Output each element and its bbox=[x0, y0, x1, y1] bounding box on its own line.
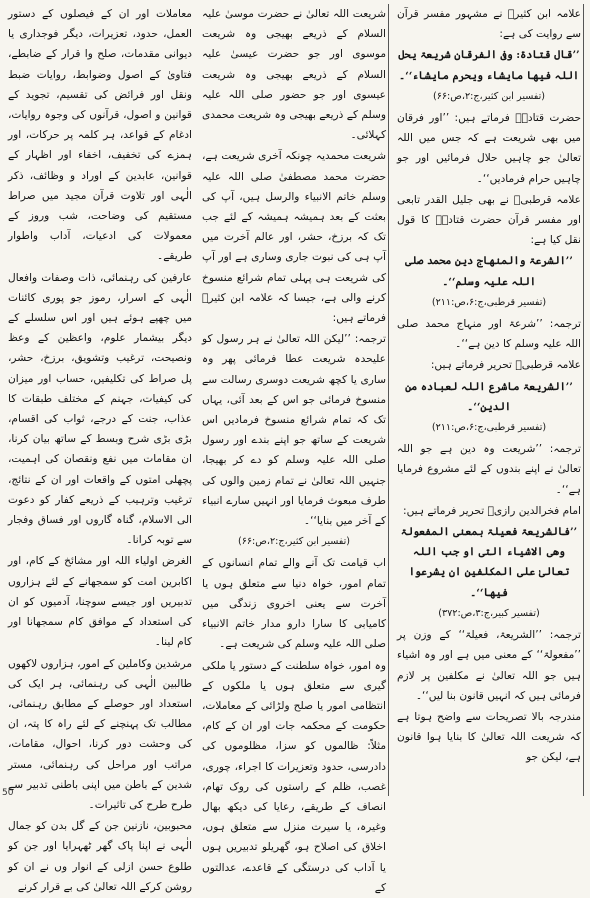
citation: (تفسیر قرطبی،ج:۶،ص:۲۱۱) bbox=[431, 422, 547, 434]
paragraph: محبوبین، نازنین جن کے گل بدن کو جمال الٰہی نے اپنا پاک گھر ٹھہرایا اور جن کو طلوع حسن ازلی کے انوار وں نے ان کو روشن کرکے اللہ تعالیٰ کی بے قرار کرنے bbox=[8, 820, 192, 893]
paragraph: مندرجہ بالا تصریحات سے واضح ہوتا ہے کہ شریعت اللہ تعالیٰ کا بنایا ہوا قانون ہے، لیکن جو bbox=[397, 710, 581, 764]
paragraph: ترجمہ: ’’شرعۃ اور منہاج محمد صلی اللہ علیہ وسلم کا دین ہے‘‘۔ bbox=[397, 318, 581, 351]
citation: (تفسیر ابن کثیر،ج:۲،ص:۶۶) bbox=[432, 90, 546, 102]
citation: (تفسیر ابن کثیر،ج:۲،ص:۶۶) bbox=[237, 536, 351, 548]
paragraph: عارفین کی رہنمائی، ذات وصفات وافعال الٰہی کے اسرار، رموز جو پوری کائنات میں چھپے ہوئے ہیں اور اس سلسلے کے دیگر بیشمار علوم، واعظین کے وعظ ونصیحت، ترغیب وتشویق، برزخ، حشر، پل صراط کی تکلیفیں، حساب اور میزان کی کیفیات، جہنم کے مختلف طبقات کا عذاب، جنت کے درجے، ثواب کی اقسام، بڑی بڑی شرح وبسط کے ساتھ بیان کرنا، ان مقامات میں نفع ونقصان کی اہمیت، پچھلی امتوں کے واقعات اور ان کے نتائج، ترغیب وترہیب کے ذریعے کفار کو دعوت الی الاسلام، گناہ گاروں اور فساق وفجار سے توبہ کرانا۔ bbox=[8, 271, 192, 547]
paragraph: حضرت قتادہؒ فرماتے ہیں: ’’اور فرقان میں بھی شریعت ہے کہ جس میں اللہ تعالیٰ جو چاہیں حلال فرمائیں اور جو چاہیں حرام فرمادیں‘‘۔ bbox=[397, 112, 581, 185]
paragraph: ترجمہ: ’’لیکن اللہ تعالیٰ نے ہر رسول کو علیحدہ شریعت عطا فرمائی پھر وہ ساری یا کچھ شریعت دوسری رسالت سے منسوخ فرمائی جو اس کے بعد آئی، یہاں تک کہ تمام شرائع منسوخ فرمادیں اس شریعت کے ساتھ جو اپنے بندے اور رسول صلی اللہ علیہ وسلم کو دے کر بھیجا، جنہیں اللہ تعالیٰ نے تمام زمین والوں کی طرف مبعوث فرمایا اور انہیں سارے انبیاء کے آخر میں بنایا‘‘۔ bbox=[202, 333, 386, 528]
arabic-quote: ’’فالشریعۃ فعیلۃ بمعنی المفعولۃ وھی الاشیاء التی او جب اللہ تعالیٰ علی المکلفین ان یشرعوا فیھا‘‘۔ bbox=[400, 526, 578, 599]
document-page bbox=[6, 4, 584, 894]
paragraph: علامہ قرطبیؒ تحریر فرماتے ہیں: bbox=[430, 359, 581, 372]
citation: (تفسیر قرطبی،ج:۶،ص:۲۱۱) bbox=[431, 296, 547, 308]
paragraph: امام فخرالدین رازیؒ تحریر فرماتے ہیں: bbox=[403, 504, 581, 517]
paragraph: علامہ قرطبیؒ نے بھی جلیل القدر تابعی اور مفسر قرآن حضرت قتادہؒ کا قول نقل کیا ہے: bbox=[397, 193, 581, 247]
page-number: 50 bbox=[2, 788, 14, 798]
paragraph: الغرض اولیاء اللہ اور مشائخ کے کام، اور اکابرین امت کو سمجھانے کے لئے ہزاروں تدبیریں اور جیسے سوچنا، آدمیوں کو ان کی استعداد کے موافق کام سمجھانا اور کام لینا۔ bbox=[8, 555, 192, 649]
column-middle bbox=[200, 4, 389, 894]
column-right bbox=[395, 4, 584, 796]
paragraph: ترجمہ: ’’شریعت وہ دین ہے جو اللہ تعالیٰ نے اپنے بندوں کے لئے مشروع فرمایا ہے‘‘۔ bbox=[397, 443, 581, 496]
paragraph: شریعت محمدیہ چونکہ آخری شریعت ہے، حضرت محمد مصطفیٰ صلی اللہ علیہ وسلم خاتم الانبیاء والرسل ہیں، آپ کی بعثت کے بعد ہمیشہ ہمیشہ کے لئے جب تک کہ برزخ، حشر، اور عالم آخرت میں آپ ہی کی نبوت جاری وساری ہے اور آپ کی شریعت ہی پہلی تمام شرائع منسوخ کرنے والی ہے، جیسا کہ علامہ ابن کثیرؒ فرماتے ہیں: bbox=[202, 150, 386, 325]
paragraph: وہ امور، خواہ سلطنت کے دستور یا ملکی گیری سے متعلق ہوں یا ملکوں کے انتظامی امور یا صلح ولڑائی کے معاملات، حکومت کے محکمہ جات اور ان کے کام، مثلاً: ظالموں کو سزا، مظلوموں کی دادرسی، حدود وتعزیرات کا اجراء، چوری، غصب، ظلم کے راستوں کی روک تھام، انصاف کے طریقے، رعایا کی دیکھ بھال وغیرہ، یا سیرت منزل سے متعلق ہوں، اخلاق کی اصلاح ہو، گھریلو تدبیریں ہوں یا آداب کی درستگی کے قاعدے، عدالتوں کے bbox=[202, 659, 386, 894]
paragraph: ترجمہ: ’’الشریعۃ، فعیلۃ‘‘ کے وزن پر ’’مفعولۃ‘‘ کے معنی میں ہے اور وہ اشیاء ہیں جو اللہ تعالیٰ نے مکلفین پر لازم فرمائی ہیں کہ انہیں قانون بنا لیں‘‘۔ bbox=[397, 629, 581, 702]
arabic-quote: ’’قال قتادۃ: وفی الفرقان شریعۃ یحل اللہ فیھا مایشاء ویحرم مایشاء‘‘۔ bbox=[398, 49, 580, 82]
paragraph: اب قیامت تک آنے والے تمام انسانوں کے تمام امور، خواہ دنیا سے متعلق ہوں یا آخرت سے یعنی اخروی زندگی میں کامیابی کا سارا دارو مدار خاتم الانبیاء صلی اللہ علیہ وسلم کی شریعت ہے۔ bbox=[202, 557, 386, 651]
citation: (تفسیر کبیر،ج:۳،ص:۳۷۲) bbox=[438, 607, 540, 619]
arabic-quote: ’’الشریعۃ ماشرع اللہ لعبادہ من الدین‘‘۔ bbox=[405, 380, 573, 413]
column-left bbox=[6, 4, 194, 893]
paragraph: علامہ ابن کثیرؒ نے مشہور مفسر قرآن سے روایت کی ہے: bbox=[397, 8, 581, 41]
paragraph: شریعت اللہ تعالیٰ نے حضرت موسیٰ علیہ السلام کے ذریعے بھیجی وہ شریعت موسوی اور جو حضرت عیسیٰ علیہ السلام کے ذریعے بھیجی وہ شریعت عیسوی اور جو حضور صلی اللہ علیہ وسلم کے ذریعے بھیجی وہ شریعت محمدی کہلائی۔ bbox=[202, 8, 386, 142]
paragraph: مرشدین وکاملین کے امور، ہزاروں لاکھوں طالبین الٰہی کی رہنمائی، ہر ایک کی استعداد اور حوصلے کے مطابق رہنمائی، مطالب تک پہنچنے کے لئے راہ کا پتہ، ان کی وحشت دور کرنا، احوال، مقامات، مراتب اور مراحل کی رہنمائی، مستر شدین کے باطن میں اپنی باطنی تدبیر سے طرح طرح کی تاثیرات۔ bbox=[8, 657, 192, 811]
paragraph: معاملات اور ان کے فیصلوں کے دستور العمل، حدود، تعزیرات، دیگر فوجداری یا دیوانی مقدمات، صلح وا قرار کے ضابطے، فتاویٰ کے اصول وضوابط، روایات ضبط ونقل اور فرائض کی تقسیم، تجوید کے قوانین و اصول، قرآنوں کی وجوہ روایات، ادغام کے قواعد، ہر کلمہ پر حرکات، اور ہمزے کی تخفیف، اخفاء اور اظہار کے قوانین، عابدین کے اوراد و وظائف، ذکر الٰہی اور تلاوت قرآن مجید میں صراط مستقیم کی وضاحت، شب وروز کے معمولات کی ادعیات، آداب واطوار طریقے۔ bbox=[8, 8, 192, 263]
arabic-quote: ’’الشرعۃ والمنھاج دین محمد صلی اللہ علیہ وسلم‘‘۔ bbox=[405, 255, 573, 288]
